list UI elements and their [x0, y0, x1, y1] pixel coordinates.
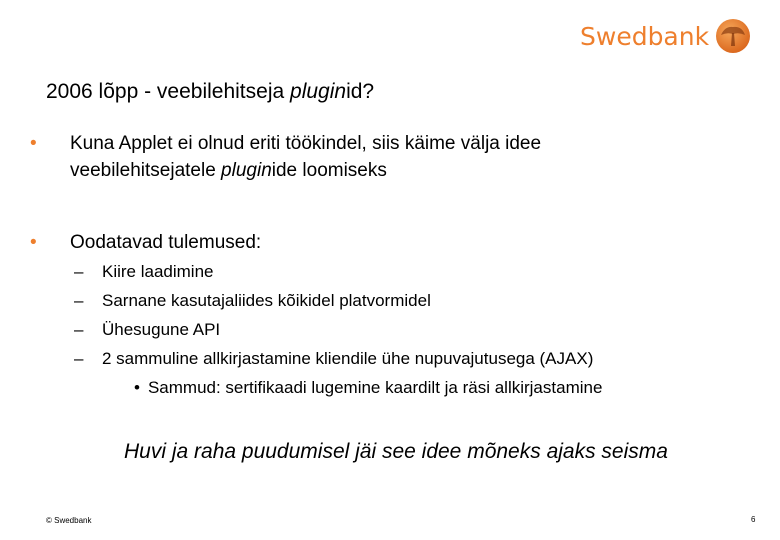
logo-wordmark: Swedbank [580, 21, 710, 51]
title-italic: plugin [290, 80, 347, 103]
sub-item [74, 286, 431, 315]
sub-sub-item [134, 373, 602, 402]
bullet-line: veebilehitsejatele [70, 160, 222, 181]
bullet-text: Oodatavad tulemused: [70, 232, 262, 253]
bullet-icon: • [30, 133, 37, 154]
page-number: 6 [751, 515, 756, 524]
bullet-icon: • [134, 378, 140, 397]
bullet-line-end: ide loomiseks [271, 160, 387, 181]
sub-item-text: 2 sammuline allkirjastamine kliendile ühe nupuvajutusega (AJAX) [102, 349, 594, 368]
sub-item-text: Ühesugune API [102, 320, 221, 339]
sub-item-text: Kiire laadimine [102, 262, 214, 281]
dash-icon: – [74, 349, 84, 368]
title-text-end: id? [346, 80, 375, 103]
sub-item-text: Sarnane kasutajaliides kõikidel platvormidel [102, 291, 431, 310]
bullet-text [70, 130, 730, 184]
footer-copyright: © Swedbank [46, 516, 92, 525]
bullet-italic: plugin [221, 160, 272, 181]
bullet-icon: • [30, 232, 37, 253]
sub-item [74, 257, 214, 286]
bullet-line: Kuna Applet ei olnud eriti töökindel, siis käime välja idee [70, 133, 542, 154]
oak-tree-emblem-icon [715, 18, 751, 54]
sub-item [74, 315, 220, 344]
sub-sub-item-text: Sammud: sertifikaadi lugemine kaardilt ja räsi allkirjastamine [147, 378, 603, 397]
slide-title [46, 80, 374, 104]
title-text: 2006 lõpp - veebilehitseja [46, 80, 291, 103]
dash-icon: – [74, 291, 84, 310]
dash-icon: – [74, 262, 84, 281]
bullet-item [30, 229, 730, 256]
conclusion-note: Huvi ja raha puudumisel jäi see idee mõneks ajaks seisma [124, 440, 668, 463]
bullet-item [30, 130, 730, 184]
dash-icon: – [74, 320, 84, 339]
sub-item [74, 344, 593, 373]
swedbank-logo [580, 18, 751, 54]
